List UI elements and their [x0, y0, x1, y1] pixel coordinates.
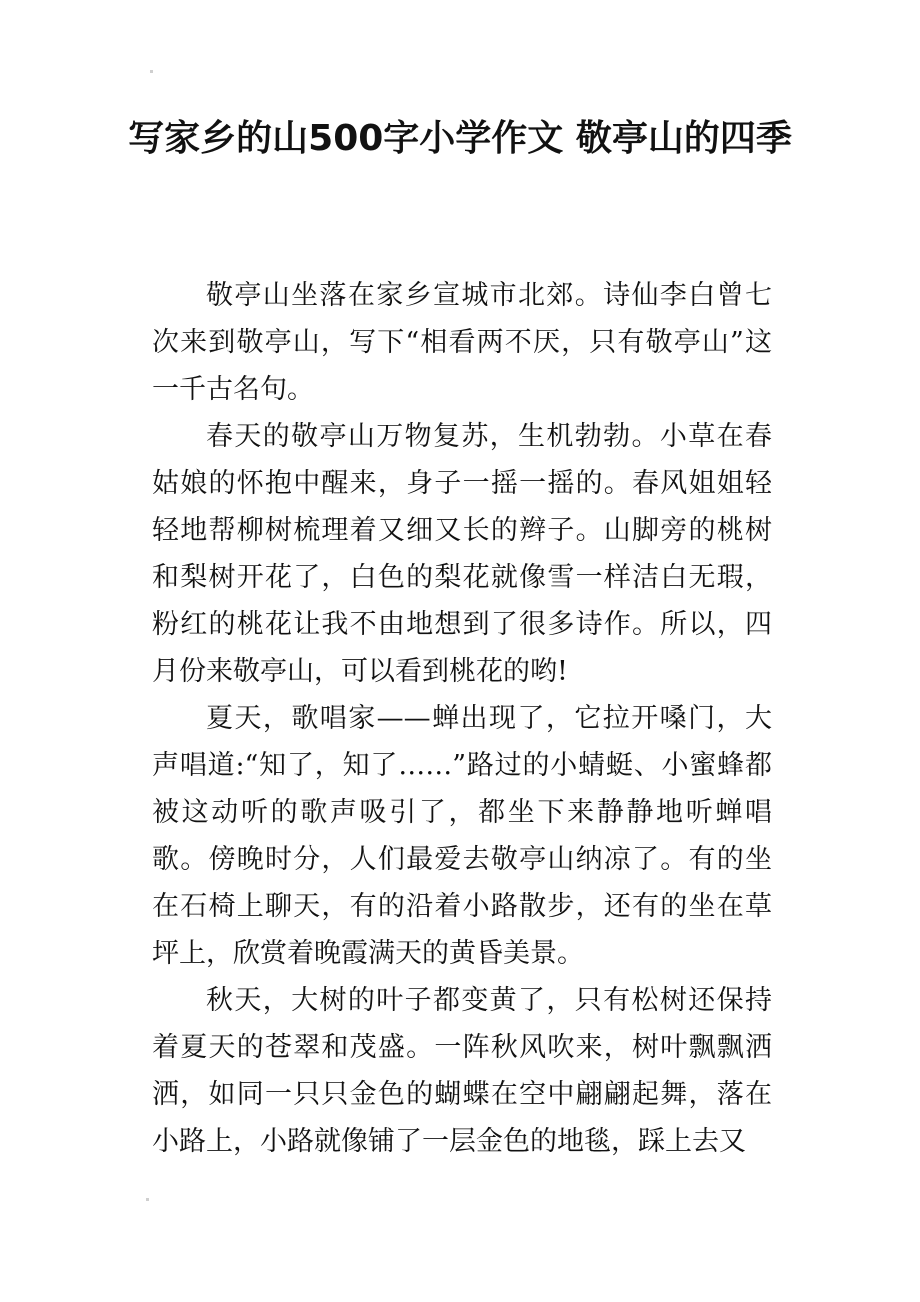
paragraph-intro: 敬亭山坐落在家乡宣城市北郊。诗仙李白曾七次来到敬亭山，写下“相看两不厌，只有敬亭山”这一千古名句。 [152, 280, 772, 405]
corner-mark-top [150, 70, 153, 73]
corner-mark-bottom [146, 1198, 149, 1201]
paragraph-spring: 春天的敬亭山万物复苏，生机勃勃。小草在春姑娘的怀抱中醒来，身子一摇一摇的。春风姐姐轻轻地帮柳树梳理着又细又长的辫子。山脚旁的桃树和梨树开花了，白色的梨花就像雪一样洁白无瑕，粉红的桃花让我不由地想到了很多诗作。所以，四月份来敬亭山，可以看到桃花的哟! [152, 421, 772, 687]
document-title: 写家乡的山500字小学作文 敬亭山的四季 [128, 118, 792, 159]
document-body [152, 272, 772, 1165]
paragraph-autumn: 秋天，大树的叶子都变黄了，只有松树还保持着夏天的苍翠和茂盛。一阵秋风吹来，树叶飘飘洒洒，如同一只只金色的蝴蝶在空中翩翩起舞，落在小路上，小路就像铺了一层金色的地毯，踩上去又 [152, 985, 772, 1157]
paragraph-summer: 夏天，歌唱家——蝉出现了，它拉开嗓门，大声唱道:“知了，知了……”路过的小蜻蜓、小蜜蜂都被这动听的歌声吸引了，都坐下来静静地听蝉唱歌。傍晚时分，人们最爱去敬亭山纳凉了。有的坐在石椅上聊天，有的沿着小路散步，还有的坐在草坪上，欣赏着晚霞满天的黄昏美景。 [152, 703, 772, 969]
